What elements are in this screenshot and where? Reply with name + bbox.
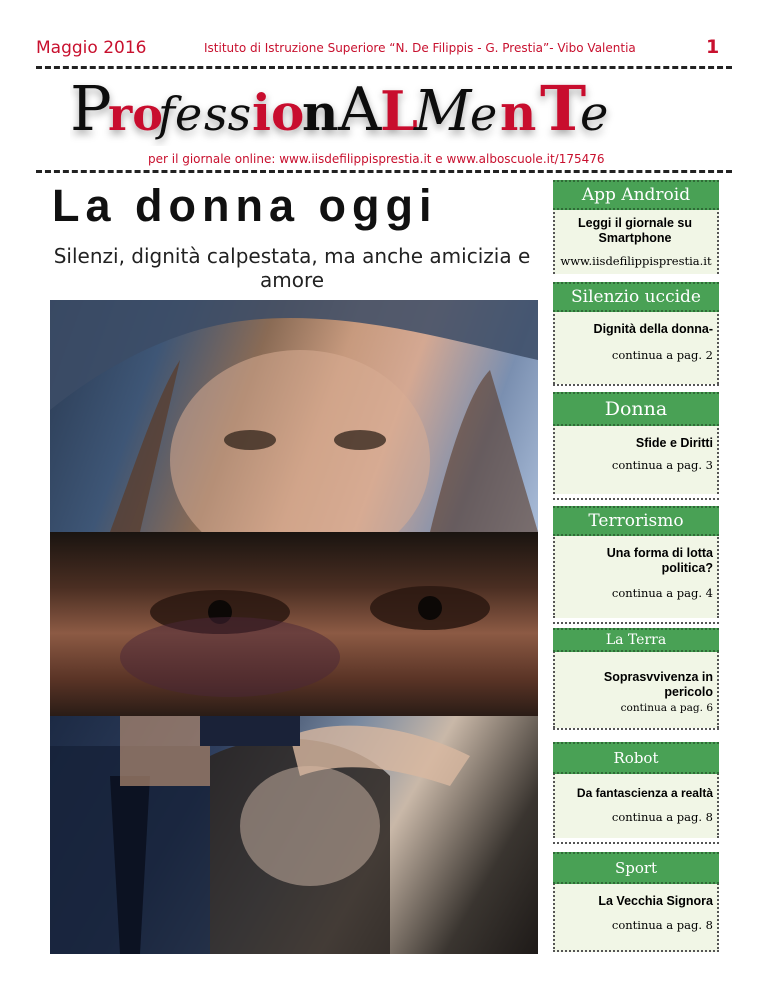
svg-text:io: io xyxy=(252,83,305,142)
sidebar-item-continue: continua a pag. 6 xyxy=(620,702,713,714)
sidebar-item-text: Soprasvvivenza in pericolo xyxy=(603,670,713,699)
sidebar-item-continue: continua a pag. 2 xyxy=(611,348,713,362)
photo-police-escort xyxy=(50,716,538,954)
sidebar-separator xyxy=(553,384,719,386)
photo-bruised-eye xyxy=(50,532,538,716)
cover-title: La donna oggi xyxy=(52,180,438,231)
svg-text:L: L xyxy=(380,79,418,143)
sidebar-item-continue: continua a pag. 4 xyxy=(611,586,713,600)
sidebar-separator xyxy=(553,950,719,952)
svg-text:e: e xyxy=(470,87,498,141)
sidebar-separator xyxy=(553,842,719,844)
sidebar-app-url[interactable]: www.iisdefilippisprestia.it xyxy=(560,254,712,268)
cover-subtitle: Silenzi, dignità calpestata, ma anche amicizia e amore xyxy=(53,244,531,292)
svg-text:M: M xyxy=(414,79,472,144)
svg-text:T: T xyxy=(540,72,587,145)
photo-woman-with-beanie xyxy=(50,300,538,532)
sidebar-item-heading: Sport xyxy=(553,852,719,884)
sidebar-separator xyxy=(553,622,719,624)
masthead-logo xyxy=(70,72,710,146)
svg-text:P: P xyxy=(70,72,112,145)
sidebar-item-text: Sfide e Diritti xyxy=(635,436,713,450)
masthead-divider xyxy=(36,170,732,173)
issue-date: Maggio 2016 xyxy=(36,38,147,58)
sidebar-separator xyxy=(553,728,719,730)
sidebar-item-heading: Robot xyxy=(553,742,719,774)
top-divider xyxy=(36,66,732,69)
sidebar-item-heading: Terrorismo xyxy=(553,506,719,536)
sidebar-item-text: La Vecchia Signora xyxy=(598,894,713,908)
svg-text:fe: fe xyxy=(158,87,203,141)
svg-text:A: A xyxy=(338,75,382,145)
sidebar-item-text: Una forma di lotta politica? xyxy=(606,546,713,575)
sidebar-item-text: Da fantascienza a realtà xyxy=(576,786,713,800)
svg-text:ro: ro xyxy=(108,87,163,141)
sidebar-separator xyxy=(553,498,719,500)
sidebar-item-text: Dignità della donna- xyxy=(593,322,713,336)
sidebar-item-continue: continua a pag. 8 xyxy=(611,810,713,824)
sidebar-item-continue: continua a pag. 8 xyxy=(611,918,713,932)
school-name: Istituto di Istruzione Superiore “N. De Filippis - G. Prestia”- Vibo Valentia xyxy=(204,41,636,55)
sidebar-item-continue: continua a pag. 3 xyxy=(611,458,713,472)
sidebar-app-text: Leggi il giornale su Smartphone xyxy=(578,216,692,245)
svg-text:e: e xyxy=(580,86,609,142)
cover-photo-collage xyxy=(50,300,538,954)
page-number: 1 xyxy=(706,36,720,58)
sidebar-index xyxy=(553,180,719,954)
online-links: per il giornale online: www.iisdefilippisprestia.it e www.alboscuole.it/175476 xyxy=(148,152,605,166)
svg-text:n: n xyxy=(302,83,339,142)
svg-text:ss: ss xyxy=(204,87,252,141)
sidebar-item-heading: La Terra xyxy=(553,628,719,652)
sidebar-app-heading: App Android xyxy=(553,180,719,210)
sidebar-item-heading: Donna xyxy=(553,392,719,426)
sidebar-item-heading: Silenzio uccide xyxy=(553,282,719,312)
svg-text:n: n xyxy=(500,83,537,142)
